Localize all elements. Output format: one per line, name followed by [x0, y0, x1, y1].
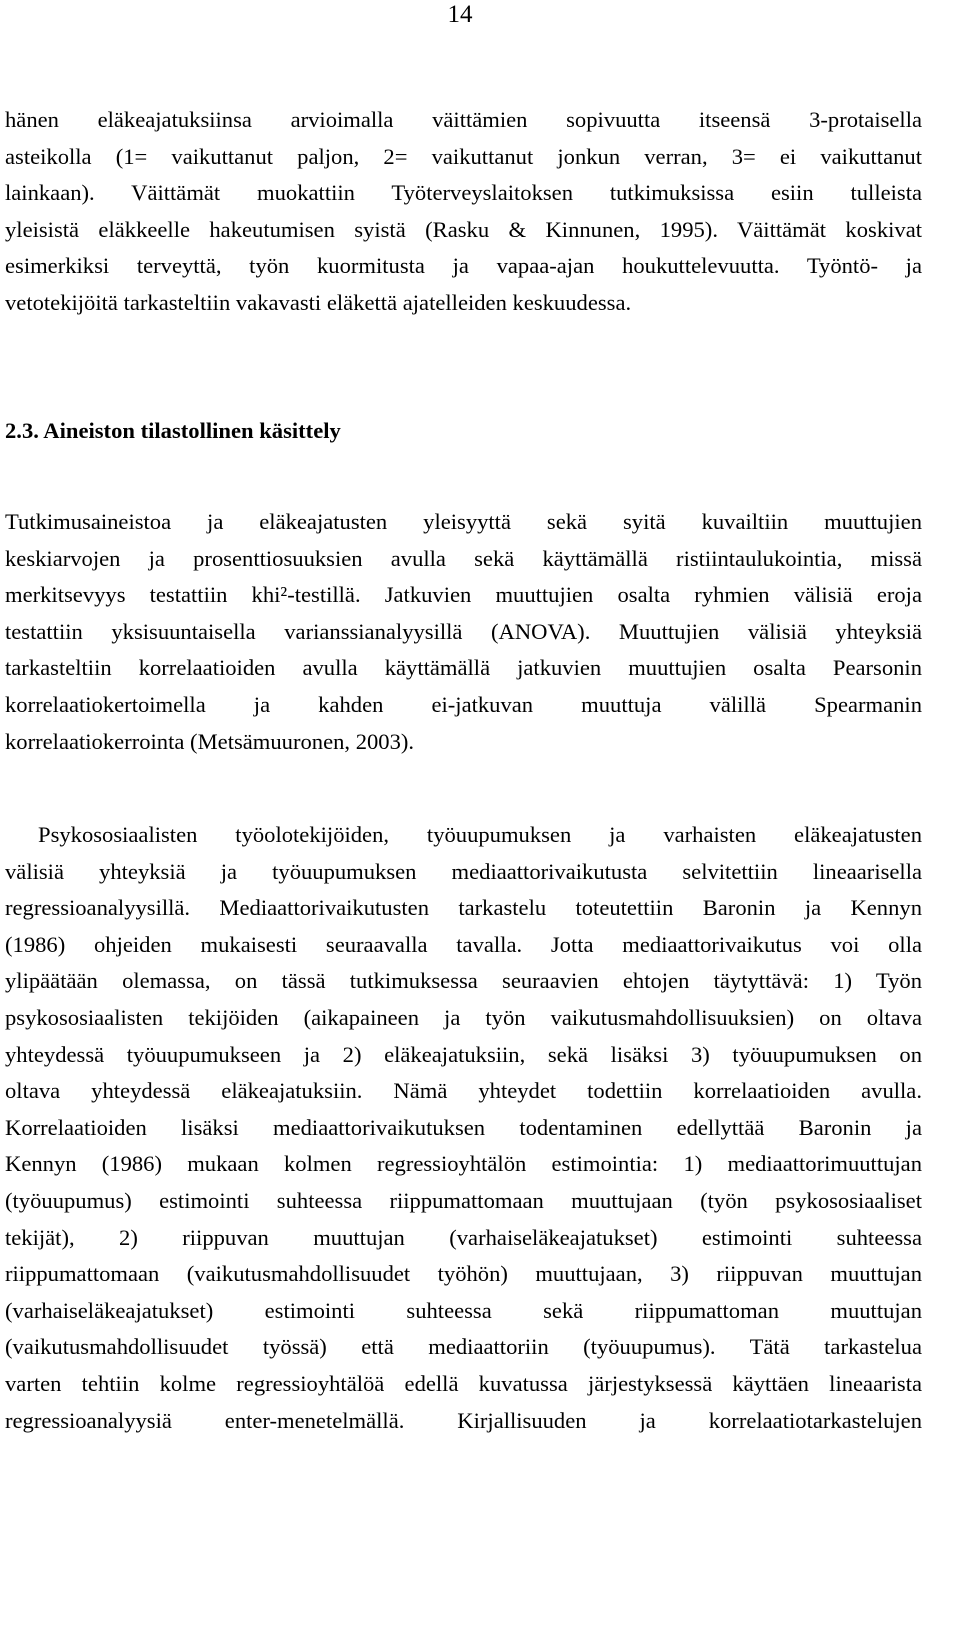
text-line: psykososiaalisten tekijöiden (aikapaineen ja työn vaikutusmahdollisuuksien) on oltava — [5, 1004, 922, 1030]
text-line: Psykososiaalisten työolotekijöiden, työuupumuksen ja varhaisten eläkeajatusten — [38, 822, 922, 847]
text-line: Tutkimusaineistoa ja eläkeajatusten yleisyyttä sekä syitä kuvailtiin muuttujien — [5, 509, 922, 534]
text-line: yhteydessä työuupumukseen ja 2) eläkeajatuksiin, sekä lisäksi 3) työuupumuksen on — [5, 1041, 922, 1067]
text-line: (varhaiseläkeajatukset) estimointi suhteessa sekä riippumattoman muuttujan — [5, 1297, 922, 1323]
text-line: välisiä yhteyksiä ja työuupumuksen mediaattorivaikutusta selvitettiin lineaarisella — [5, 858, 922, 884]
text-line: merkitsevyys testattiin khi²-testillä. Jatkuvien muuttujien osalta ryhmien välisiä eroja — [5, 582, 922, 608]
text-line: (vaikutusmahdollisuudet työssä) että mediaattoriin (työuupumus). Tätä tarkastelua — [5, 1334, 922, 1360]
text-line: riippumattomaan (vaikutusmahdollisuudet työhön) muuttujaan, 3) riippuvan muuttujan — [5, 1261, 922, 1287]
section-heading: 2.3. Aineiston tilastollinen käsittely — [5, 418, 341, 443]
text-line: oltava yhteydessä eläkeajatuksiin. Nämä yhteydet todettiin korrelaatioiden avulla. — [5, 1078, 922, 1104]
text-line: hänen eläkeajatuksiinsa arvioimalla väittämien sopivuutta itseensä 3-protaisella — [5, 107, 922, 132]
text-line: tarkasteltiin korrelaatioiden avulla käyttämällä jatkuvien muuttujien osalta Pearsonin — [5, 655, 922, 681]
text-line: (1986) ohjeiden mukaisesti seuraavalla tavalla. Jotta mediaattorivaikutus voi olla — [5, 931, 922, 957]
text-line: yleisistä eläkkeelle hakeutumisen syistä (Rasku & Kinnunen, 1995). Väittämät koskivat — [5, 216, 922, 242]
text-line: varten tehtiin kolme regressioyhtälöä edellä kuvatussa järjestyksessä käyttäen lineaarista — [5, 1370, 922, 1396]
text-line: Kennyn (1986) mukaan kolmen regressioyhtälön estimointia: 1) mediaattorimuuttujan — [5, 1151, 922, 1177]
text-line: Korrelaatioiden lisäksi mediaattorivaikutuksen todentaminen edellyttää Baronin ja — [5, 1114, 922, 1140]
paragraph-eläkeajatukset — [5, 102, 922, 322]
text-line: tekijät), 2) riippuvan muuttujan (varhaiseläkeajatukset) estimointi suhteessa — [5, 1224, 922, 1250]
text-line: korrelaatiokertoimella ja kahden ei-jatkuvan muuttuja välillä Spearmanin — [5, 691, 922, 717]
text-line: keskiarvojen ja prosenttiosuuksien avulla sekä käyttämällä ristiintaulukointia, missä — [5, 545, 922, 571]
paragraph-tilastollinen-kasittely — [5, 504, 922, 760]
page-number: 14 — [447, 1, 473, 28]
text-line: (työuupumus) estimointi suhteessa riippumattomaan muuttujaan (työn psykososiaaliset — [5, 1187, 922, 1213]
text-line: regressioanalyysillä. Mediaattorivaikutusten tarkastelu toteutettiin Baronin ja Kennyn — [5, 895, 922, 921]
paragraph-mediaattorivaikutus — [5, 817, 922, 1439]
text-line: regressioanalyysiä enter-menetelmällä. Kirjallisuuden ja korrelaatiotarkastelujen — [5, 1407, 922, 1433]
text-line: lainkaan). Väittämät muokattiin Työterveyslaitoksen tutkimuksissa esiin tulleista — [5, 180, 922, 206]
text-line: vetotekijöitä tarkasteltiin vakavasti eläkettä ajatelleiden keskuudessa. — [5, 289, 632, 315]
text-line: korrelaatiokerrointa (Metsämuuronen, 2003). — [5, 728, 415, 754]
text-line: testattiin yksisuuntaisella varianssianalyysillä (ANOVA). Muuttujien välisiä yhteyksiä — [5, 618, 922, 644]
text-line: esimerkiksi terveyttä, työn kuormitusta ja vapaa-ajan houkuttelevuutta. Työntö- ja — [5, 253, 922, 279]
text-line: asteikolla (1= vaikuttanut paljon, 2= vaikuttanut jonkun verran, 3= ei vaikuttanut — [5, 143, 922, 169]
text-line: ylipäätään olemassa, on tässä tutkimuksessa seuraavien ehtojen täytyttävä: 1) Työn — [5, 968, 922, 994]
